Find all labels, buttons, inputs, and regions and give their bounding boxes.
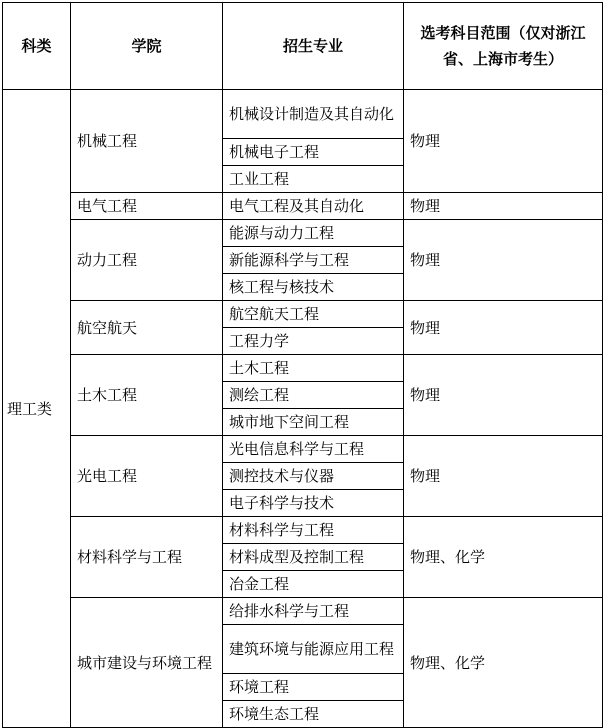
table-row [3,436,603,463]
admission-table [2,2,603,728]
subject-cell: 物理 [404,301,603,355]
table-body [3,90,603,728]
header-row [3,3,603,90]
major-cell: 核工程与核技术 [223,274,404,301]
major-cell: 电气工程及其自动化 [223,193,404,220]
header-college: 学院 [71,3,223,90]
major-cell: 航空航天工程 [223,301,404,328]
major-cell: 材料科学与工程 [223,517,404,544]
subject-cell: 物理 [404,220,603,301]
major-cell: 工业工程 [223,166,404,193]
header-subject: 选考科目范围（仅对浙江省、上海市考生） [404,3,603,90]
major-cell: 光电信息科学与工程 [223,436,404,463]
table-row [3,90,603,139]
major-cell: 电子科学与技术 [223,490,404,517]
college-cell: 城市建设与环境工程 [71,598,223,728]
college-cell: 土木工程 [71,355,223,436]
header-category: 科类 [3,3,71,90]
major-cell: 环境生态工程 [223,701,404,728]
major-cell: 环境工程 [223,674,404,701]
major-cell: 能源与动力工程 [223,220,404,247]
table-row [3,355,603,382]
college-cell: 电气工程 [71,193,223,220]
subject-cell: 物理、化学 [404,517,603,598]
major-cell: 测控技术与仪器 [223,463,404,490]
college-cell: 航空航天 [71,301,223,355]
table-row [3,598,603,625]
major-cell: 测绘工程 [223,382,404,409]
college-cell: 机械工程 [71,90,223,193]
category-cell: 理工类 [3,90,71,728]
subject-cell: 物理 [404,90,603,193]
major-cell: 土木工程 [223,355,404,382]
major-cell: 机械电子工程 [223,139,404,166]
subject-cell: 物理 [404,193,603,220]
table-row [3,517,603,544]
header-major: 招生专业 [223,3,404,90]
table-row [3,193,603,220]
major-cell: 机械设计制造及其自动化 [223,90,404,139]
major-cell: 城市地下空间工程 [223,409,404,436]
major-cell: 建筑环境与能源应用工程 [223,625,404,674]
subject-cell: 物理、化学 [404,598,603,728]
major-cell: 工程力学 [223,328,404,355]
major-cell: 材料成型及控制工程 [223,544,404,571]
subject-cell: 物理 [404,436,603,517]
college-cell: 动力工程 [71,220,223,301]
table-row [3,301,603,328]
table-row [3,220,603,247]
college-cell: 光电工程 [71,436,223,517]
major-cell: 冶金工程 [223,571,404,598]
college-cell: 材料科学与工程 [71,517,223,598]
major-cell: 新能源科学与工程 [223,247,404,274]
subject-cell: 物理 [404,355,603,436]
major-cell: 给排水科学与工程 [223,598,404,625]
